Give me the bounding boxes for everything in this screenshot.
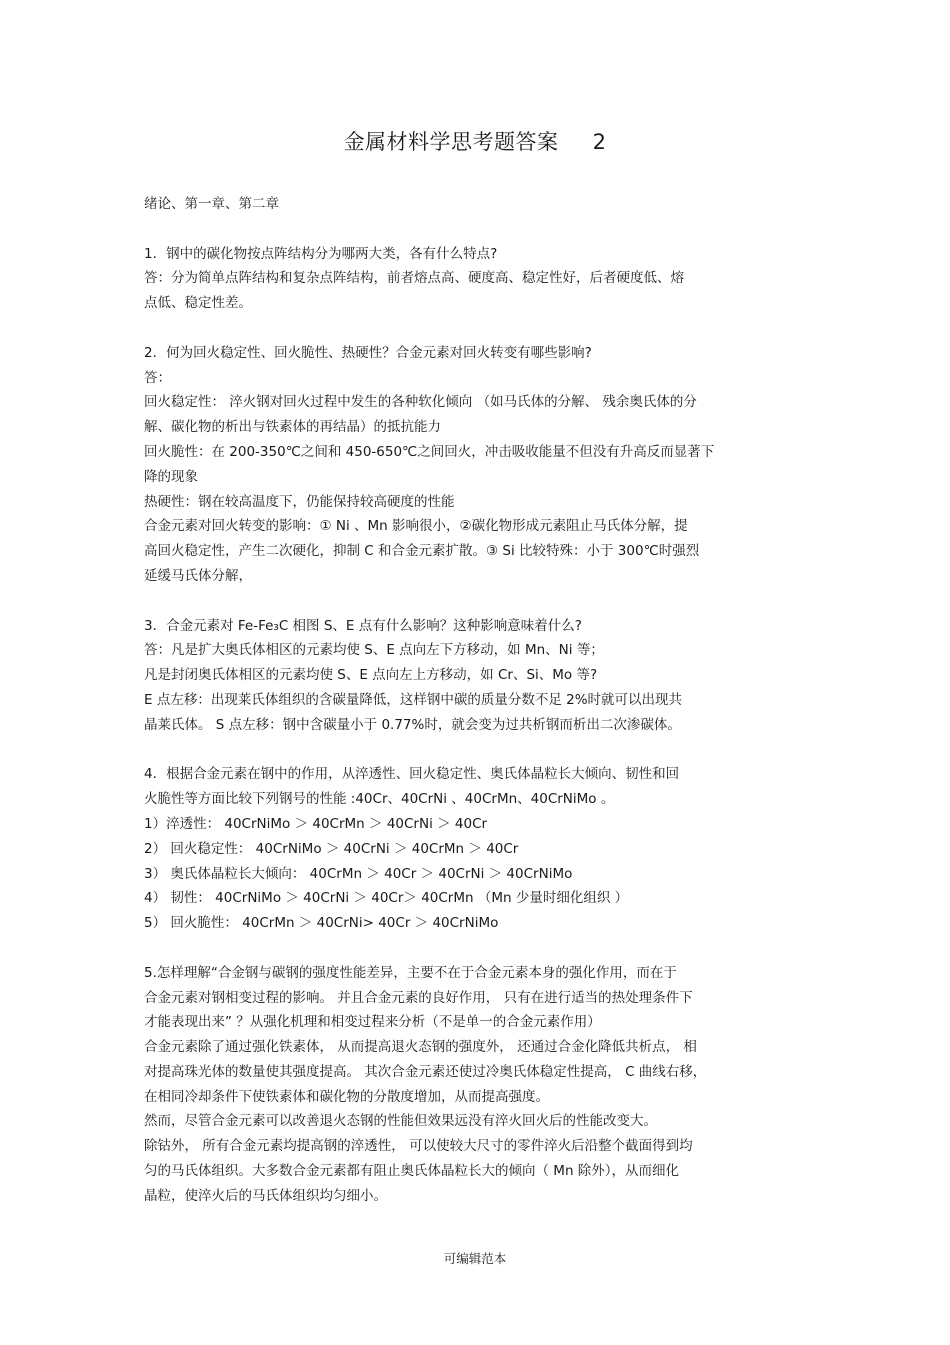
question-5-line: 才能表现出来” ？从强化机理和相变过程来分析（不是单一的合金元素作用）: [144, 1014, 601, 1031]
question-4-line: 4．根据合金元素在钢中的作用，从淬透性、回火稳定性、奥氏体晶粒长大倾向、韧性和回: [144, 766, 680, 783]
answer-2-line: 答：: [144, 369, 171, 386]
answer-5-line: 晶粒，使淬火后的马氏体组织均匀细小。: [144, 1187, 387, 1204]
question-2: 2．何为回火稳定性、回火脆性、热硬性？合金元素对回火转变有哪些影响?: [144, 344, 592, 361]
question-1: 1．钢中的碳化物按点阵结构分为哪两大类，各有什么特点?: [144, 245, 498, 262]
answer-4-line: 3） 奥氏体晶粒长大倾向： 40CrMn ＞ 40Cr ＞ 40CrNi ＞ 40CrNiMo: [144, 865, 573, 882]
answer-5-line: 在相同冷却条件下使铁素体和碳化物的分散度增加，从而提高强度。: [144, 1088, 549, 1105]
question-5-line: 5.怎样理解“合金钢与碳钢的强度性能差异，主要不在于合金元素本身的强化作用，而在于: [144, 964, 677, 981]
answer-3-line: 凡是封闭奥氏体相区的元素均使 S、E 点向左上方移动，如 Cr、Si、Mo 等?: [144, 667, 598, 684]
answer-1-line: 答：分为简单点阵结构和复杂点阵结构，前者熔点高、硬度高、稳定性好，后者硬度低、熔: [144, 270, 684, 287]
answer-3-line: E 点左移：出现莱氏体组织的含碳量降低，这样钢中碳的质量分数不足 2%时就可以出现共: [144, 691, 683, 708]
page-title: [0, 126, 950, 156]
document-body: [144, 192, 814, 1209]
section-heading: 绪论、第一章、第二章: [144, 196, 279, 212]
answer-4-line: 4） 韧性： 40CrNiMo ＞ 40CrNi ＞ 40Cr＞ 40CrMn （Mn 少量时细化组织 ）: [144, 890, 629, 907]
answer-3-line: 答：凡是扩大奥氏体相区的元素均使 S、E 点向左下方移动，如 Mn、Ni 等；: [144, 642, 604, 659]
answer-5-line: 除钴外， 所有合金元素均提高钢的淬透性， 可以使较大尺寸的零件淬火后沿整个截面得到均: [144, 1138, 693, 1155]
answer-5-line: 然而，尽管合金元素可以改善退火态钢的性能但效果远没有淬火回火后的性能改变大。: [144, 1113, 657, 1130]
question-5-line: 合金元素对钢相变过程的影响。 并且合金元素的良好作用， 只有在进行适当的热处理条件下: [144, 989, 693, 1006]
answer-2-line: 解、碳化物的析出与铁素体的再结晶）的抵抗能力: [144, 419, 441, 436]
title-number: 2: [592, 130, 607, 154]
answer-1-line: 点低、稳定性差。: [144, 295, 252, 312]
answer-2-line: 降的现象: [144, 468, 198, 485]
answer-4-line: 1）淬透性： 40CrNiMo ＞ 40CrMn ＞ 40CrNi ＞ 40Cr: [144, 815, 488, 832]
answer-5-line: 匀的马氏体组织。大多数合金元素都有阻止奥氏体晶粒长大的倾向（ Mn 除外），从而细化: [144, 1163, 680, 1180]
answer-2-line: 合金元素对回火转变的影响：① Ni 、Mn 影响很小，②碳化物形成元素阻止马氏体分解，提: [144, 518, 688, 535]
answer-4-line: 2） 回火稳定性： 40CrNiMo ＞ 40CrNi ＞ 40CrMn ＞ 40Cr: [144, 840, 519, 857]
answer-5-line: 对提高珠光体的数量使其强度提高。 其次合金元素还使过冷奥氏体稳定性提高， C 曲线右移，: [144, 1063, 707, 1080]
answer-5-line: 合金元素除了通过强化铁素体， 从而提高退火态钢的强度外， 还通过合金化降低共析点， 相: [144, 1039, 697, 1056]
answer-2-line: 回火稳定性： 淬火钢对回火过程中发生的各种软化倾向 （如马氏体的分解、 残余奥氏体的分: [144, 394, 697, 411]
answer-4-line: 5） 回火脆性： 40CrMn ＞ 40CrNi> 40Cr ＞ 40CrNiMo: [144, 915, 499, 932]
answer-2-line: 回火脆性：在 200-350℃之间和 450-650℃之间回火，冲击吸收能量不但没有升高反而显著下: [144, 443, 715, 460]
title-text: 金属材料学思考题答案: [343, 130, 559, 154]
question-3: 3．合金元素对 Fe-Fe₃C 相图 S、E 点有什么影响？这种影响意味着什么?: [144, 617, 582, 634]
answer-2-line: 高回火稳定性，产生二次硬化，抑制 C 和合金元素扩散。③ Si 比较特殊：小于 300℃时强烈: [144, 543, 700, 560]
answer-2-line: 热硬性：钢在较高温度下，仍能保持较高硬度的性能: [144, 493, 455, 510]
answer-3-line: 晶莱氏体。 S 点左移：钢中含碳量小于 0.77%时，就会变为过共析钢而析出二次渗碳体。: [144, 716, 681, 733]
page-footer: 可编辑范本: [443, 1251, 507, 1266]
question-4-line: 火脆性等方面比较下列钢号的性能 :40Cr、40CrNi 、40CrMn、40CrNiMo 。: [144, 791, 615, 808]
answer-2-line: 延缓马氏体分解，: [144, 567, 252, 584]
